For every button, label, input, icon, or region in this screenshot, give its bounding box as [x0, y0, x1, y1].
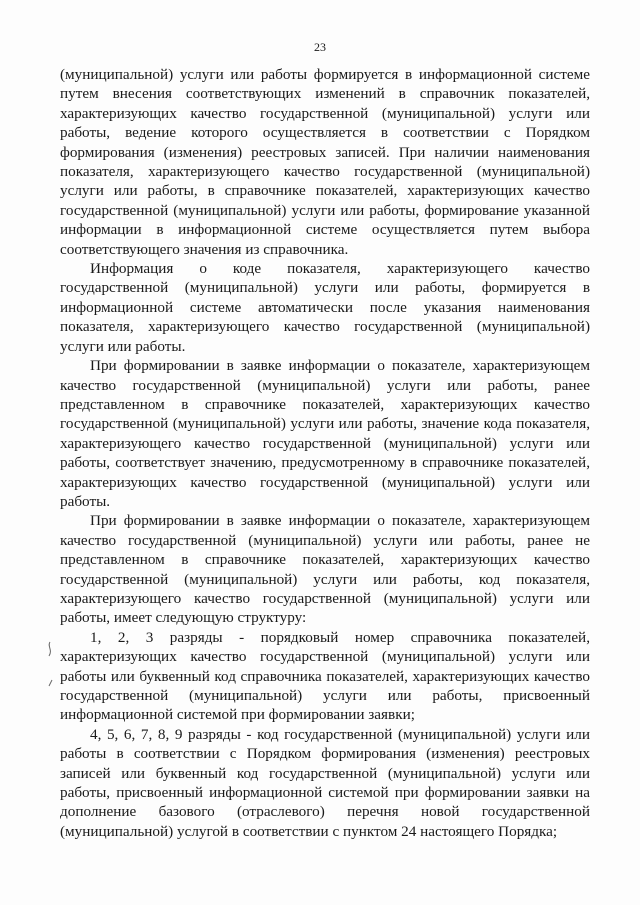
paragraph-3: При формировании в заявке информации о показателе, характеризующем качество государственной (муниципальной) услуги или работы, ранее представленном в справочнике показателей, характеризующих качество государственной (муниципальной) услуги или работы, значение кода показателя, характеризующего качество государственной (муниципальной) услуги или работы, соответствует значению, предусмотренному в справочнике показателей, характеризующих качество государственной (муниципальной) услуги или работы.	[60, 357, 590, 510]
page-number: 23	[314, 40, 326, 54]
paragraph-5: 1, 2, 3 разряды - порядковый номер справочника показателей, характеризующих качество государственной (муниципальной) услуги или работы или буквенный код справочника показателей, характеризующих качество государственной (муниципальной) услуги или работы, присвоенный информационной системой при формировании заявки;	[60, 628, 590, 724]
margin-scan-mark	[44, 640, 56, 690]
paragraph-2: Информация о коде показателя, характеризующего качество государственной (муниципальной) услуги или работы, формируется в информационной системе автоматически после указания наименования показателя, характеризующего качество государственной (муниципальной) услуги или работы.	[60, 260, 590, 355]
paragraph-1: (муниципальной) услуги или работы формируется в информационной системе путем внесения соответствующих изменений в справочник показателей, характеризующих качество государственной (муниципальной) услуги или работы, ведение которого осуществляется в соответствии с Порядком формирования (изменения) реестровых записей. При наличии наименования показателя, характеризующего качество государственной (муниципальной) услуги или работы, в справочнике показателей, характеризующих качество государственной (муниципальной) услуги или работы, формирование указанной информации в информационной системе осуществляется путем выбора соответствующего значения из справочника.	[60, 66, 590, 258]
body-text	[60, 65, 590, 841]
paragraph-4: При формировании в заявке информации о показателе, характеризующем качество государственной (муниципальной) услуги или работы, ранее не представленном в справочнике показателей, характеризующих качество государственной (муниципальной) услуги или работы, код показателя, характеризующего качество государственной (муниципальной) услуги или работы, имеет следующую структуру:	[60, 512, 590, 627]
paragraph-6: 4, 5, 6, 7, 8, 9 разряды - код государственной (муниципальной) услуги или работы в соответствии с Порядком формирования (изменения) реестровых записей или буквенный код государственной (муниципальной) услуги или работы, присвоенный информационной системой при формировании заявки на дополнение базового (отраслевого) перечня новой государственной (муниципальной) услугой в соответствии с пунктом 24 настоящего Порядка;	[60, 725, 590, 840]
